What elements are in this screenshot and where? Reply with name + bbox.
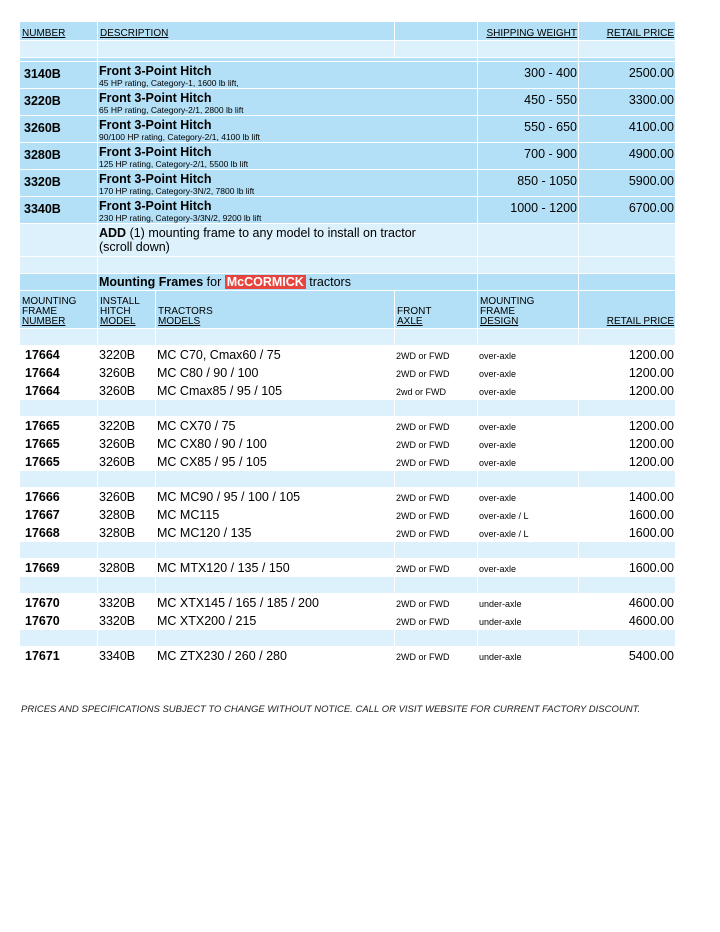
tractor-models: MC XTX145 / 165 / 185 / 200 bbox=[157, 596, 319, 610]
product-title: Front 3-Point Hitch bbox=[99, 64, 212, 78]
product-row bbox=[20, 62, 675, 88]
frame-retail-price: 1200.00 bbox=[628, 455, 674, 469]
front-axle: 2WD or FWD bbox=[396, 564, 450, 574]
add-note: ADD (1) mounting frame to any model to install on tractor (scroll down) bbox=[98, 224, 477, 256]
tractor-models: MC Cmax85 / 95 / 105 bbox=[157, 384, 283, 398]
product-number: 3340B bbox=[20, 197, 97, 223]
spacer-row bbox=[20, 542, 675, 558]
spacer-row bbox=[20, 400, 675, 416]
hitch-model: 3220B bbox=[99, 419, 136, 433]
product-description bbox=[98, 89, 477, 115]
product-spec: 170 HP rating, Category-3N/2, 7800 lb lift bbox=[99, 186, 255, 196]
spacer-row bbox=[20, 630, 675, 646]
frame-retail-price: 1200.00 bbox=[628, 419, 674, 433]
hitch-model: 3260B bbox=[99, 384, 136, 398]
retail-price: 3300.00 bbox=[579, 89, 675, 115]
frame-retail-price: 4600.00 bbox=[628, 614, 674, 628]
header-mounting-frame-design: MOUNTING FRAME DESIGN bbox=[480, 296, 535, 327]
tractor-models: MC CX85 / 95 / 105 bbox=[157, 455, 267, 469]
product-description bbox=[98, 143, 477, 169]
header-retail-price: RETAIL PRICE bbox=[606, 28, 674, 39]
tractor-models: MC MC120 / 135 bbox=[157, 526, 252, 540]
frame-design: over-axle / L bbox=[479, 529, 529, 539]
product-number: 3220B bbox=[20, 89, 97, 115]
tractor-models: MC MC90 / 95 / 100 / 105 bbox=[157, 490, 301, 504]
hitch-model: 3320B bbox=[99, 596, 136, 610]
spacer-row bbox=[20, 329, 675, 345]
tractor-models: MC C80 / 90 / 100 bbox=[157, 366, 259, 380]
product-title: Front 3-Point Hitch bbox=[99, 118, 212, 132]
header-frame-retail-price: RETAIL PRICE bbox=[606, 316, 674, 327]
frame-number: 17668 bbox=[25, 526, 60, 540]
frame-design: over-axle bbox=[479, 351, 517, 361]
shipping-weight: 550 - 650 bbox=[478, 116, 578, 142]
retail-price: 6700.00 bbox=[579, 197, 675, 223]
front-axle: 2WD or FWD bbox=[396, 529, 450, 539]
frame-design: under-axle bbox=[479, 599, 522, 609]
shipping-weight: 300 - 400 bbox=[478, 62, 578, 88]
tractor-models: MC CX80 / 90 / 100 bbox=[157, 437, 267, 451]
frame-row bbox=[20, 506, 675, 523]
front-axle: 2WD or FWD bbox=[396, 440, 450, 450]
frame-row bbox=[20, 488, 675, 505]
frame-row bbox=[20, 364, 675, 381]
hitch-model: 3260B bbox=[99, 490, 136, 504]
tractor-models: MC CX70 / 75 bbox=[157, 419, 236, 433]
hitch-model: 3320B bbox=[99, 614, 136, 628]
frame-row bbox=[20, 435, 675, 452]
product-title: Front 3-Point Hitch bbox=[99, 199, 212, 213]
frame-retail-price: 5400.00 bbox=[628, 649, 674, 663]
header-mounting-frame-number: MOUNTING FRAME NUMBER bbox=[22, 296, 77, 327]
product-title: Front 3-Point Hitch bbox=[99, 145, 212, 159]
spacer-row bbox=[20, 471, 675, 487]
front-axle: 2WD or FWD bbox=[396, 652, 450, 662]
hitch-model: 3220B bbox=[99, 348, 136, 362]
frame-number: 17664 bbox=[25, 348, 60, 362]
frame-row bbox=[20, 382, 675, 399]
retail-price: 2500.00 bbox=[579, 62, 675, 88]
retail-price: 4100.00 bbox=[579, 116, 675, 142]
spacer-row bbox=[20, 577, 675, 593]
frame-row bbox=[20, 524, 675, 541]
frame-row bbox=[20, 417, 675, 434]
product-number: 3280B bbox=[20, 143, 97, 169]
product-spec: 125 HP rating, Category-2/1, 5500 lb lift bbox=[99, 159, 249, 169]
frame-retail-price: 1200.00 bbox=[628, 348, 674, 362]
product-header-row bbox=[20, 22, 675, 40]
retail-price: 5900.00 bbox=[579, 170, 675, 196]
product-row bbox=[20, 197, 675, 223]
spacer-row bbox=[20, 58, 675, 61]
frame-retail-price: 1600.00 bbox=[628, 508, 674, 522]
shipping-weight: 850 - 1050 bbox=[478, 170, 578, 196]
tractor-models: MC ZTX230 / 260 / 280 bbox=[157, 649, 287, 663]
header-front-axle: FRONT AXLE bbox=[397, 306, 432, 327]
header-install-hitch-model: INSTALL HITCH MODEL bbox=[100, 296, 140, 327]
product-number: 3260B bbox=[20, 116, 97, 142]
frame-retail-price: 1600.00 bbox=[628, 526, 674, 540]
frame-design: over-axle bbox=[479, 493, 517, 503]
add-note-row bbox=[20, 224, 675, 256]
frame-number: 17666 bbox=[25, 490, 60, 504]
product-title: Front 3-Point Hitch bbox=[99, 172, 212, 186]
price-sheet bbox=[20, 22, 675, 664]
frame-number: 17667 bbox=[25, 508, 60, 522]
front-axle: 2WD or FWD bbox=[396, 422, 450, 432]
hitch-model: 3280B bbox=[99, 561, 136, 575]
product-row bbox=[20, 143, 675, 169]
shipping-weight: 700 - 900 bbox=[478, 143, 578, 169]
tractor-models: MC MC115 bbox=[157, 508, 220, 522]
product-spec: 65 HP rating, Category-2/1, 2800 lb lift bbox=[99, 105, 244, 115]
frame-row bbox=[20, 346, 675, 363]
header-tractor-models: TRACTORS MODELS bbox=[158, 306, 213, 327]
hitch-model: 3260B bbox=[99, 437, 136, 451]
tractor-models: MC C70, Cmax60 / 75 bbox=[157, 348, 281, 362]
product-number: 3320B bbox=[20, 170, 97, 196]
product-row bbox=[20, 170, 675, 196]
frame-number: 17665 bbox=[25, 455, 60, 469]
frame-number: 17671 bbox=[25, 649, 60, 663]
tractor-models: MC XTX200 / 215 bbox=[157, 614, 257, 628]
hitch-model: 3280B bbox=[99, 526, 136, 540]
frame-row bbox=[20, 647, 675, 664]
frame-header-row bbox=[20, 291, 675, 328]
frame-design: over-axle bbox=[479, 422, 517, 432]
frame-row bbox=[20, 612, 675, 629]
header-description: DESCRIPTION bbox=[100, 28, 169, 39]
frame-retail-price: 1200.00 bbox=[628, 437, 674, 451]
shipping-weight: 450 - 550 bbox=[478, 89, 578, 115]
frame-retail-price: 4600.00 bbox=[628, 596, 674, 610]
frame-design: over-axle bbox=[479, 369, 517, 379]
frame-row bbox=[20, 453, 675, 470]
product-row bbox=[20, 89, 675, 115]
frame-number: 17670 bbox=[25, 614, 60, 628]
mounting-frames-title: Mounting Frames for McCORMICK tractors bbox=[98, 274, 477, 290]
product-spec: 90/100 HP rating, Category-2/1, 4100 lb lift bbox=[99, 132, 260, 142]
hitch-model: 3260B bbox=[99, 366, 136, 380]
spacer-row bbox=[20, 41, 675, 57]
frame-retail-price: 1400.00 bbox=[628, 490, 674, 504]
frame-design: over-axle / L bbox=[479, 511, 529, 521]
frame-row bbox=[20, 594, 675, 611]
product-title: Front 3-Point Hitch bbox=[99, 91, 212, 105]
frame-retail-price: 1200.00 bbox=[628, 366, 674, 380]
frame-design: under-axle bbox=[479, 652, 522, 662]
disclaimer-footnote: PRICES AND SPECIFICATIONS SUBJECT TO CHANGE WITHOUT NOTICE. CALL OR VISIT WEBSITE FOR CURRENT FACTORY DISCOUNT. bbox=[21, 704, 641, 715]
product-description bbox=[98, 116, 477, 142]
header-number: NUMBER bbox=[22, 28, 66, 39]
frame-number: 17669 bbox=[25, 561, 60, 575]
frame-design: over-axle bbox=[479, 387, 517, 397]
front-axle: 2WD or FWD bbox=[396, 369, 450, 379]
retail-price: 4900.00 bbox=[579, 143, 675, 169]
front-axle: 2WD or FWD bbox=[396, 599, 450, 609]
frame-row bbox=[20, 559, 675, 576]
front-axle: 2WD or FWD bbox=[396, 617, 450, 627]
front-axle: 2WD or FWD bbox=[396, 493, 450, 503]
front-axle: 2WD or FWD bbox=[396, 351, 450, 361]
frame-retail-price: 1200.00 bbox=[628, 384, 674, 398]
mounting-title-row bbox=[20, 274, 675, 290]
product-description bbox=[98, 62, 477, 88]
frame-retail-price: 1600.00 bbox=[628, 561, 674, 575]
brand-badge: McCORMICK bbox=[226, 275, 304, 289]
frame-design: under-axle bbox=[479, 617, 522, 627]
frame-number: 17664 bbox=[25, 366, 60, 380]
frame-design: over-axle bbox=[479, 564, 517, 574]
product-description bbox=[98, 197, 477, 223]
hitch-model: 3280B bbox=[99, 508, 136, 522]
frame-number: 17664 bbox=[25, 384, 60, 398]
header-shipping-weight: SHIPPING WEIGHT bbox=[486, 28, 577, 39]
front-axle: 2WD or FWD bbox=[396, 511, 450, 521]
frame-number: 17665 bbox=[25, 419, 60, 433]
shipping-weight: 1000 - 1200 bbox=[478, 197, 578, 223]
frame-design: over-axle bbox=[479, 458, 517, 468]
front-axle: 2wd or FWD bbox=[396, 387, 447, 397]
spacer-row bbox=[20, 257, 675, 273]
frame-design: over-axle bbox=[479, 440, 517, 450]
hitch-model: 3340B bbox=[99, 649, 136, 663]
tractor-models: MC MTX120 / 135 / 150 bbox=[157, 561, 290, 575]
product-spec: 230 HP rating, Category-3/3N/2, 9200 lb lift bbox=[99, 213, 262, 223]
product-row bbox=[20, 116, 675, 142]
product-number: 3140B bbox=[20, 62, 97, 88]
product-description bbox=[98, 170, 477, 196]
frame-number: 17670 bbox=[25, 596, 60, 610]
front-axle: 2WD or FWD bbox=[396, 458, 450, 468]
product-spec: 45 HP rating, Category-1, 1600 lb lift, bbox=[99, 78, 239, 88]
hitch-model: 3260B bbox=[99, 455, 136, 469]
frame-number: 17665 bbox=[25, 437, 60, 451]
